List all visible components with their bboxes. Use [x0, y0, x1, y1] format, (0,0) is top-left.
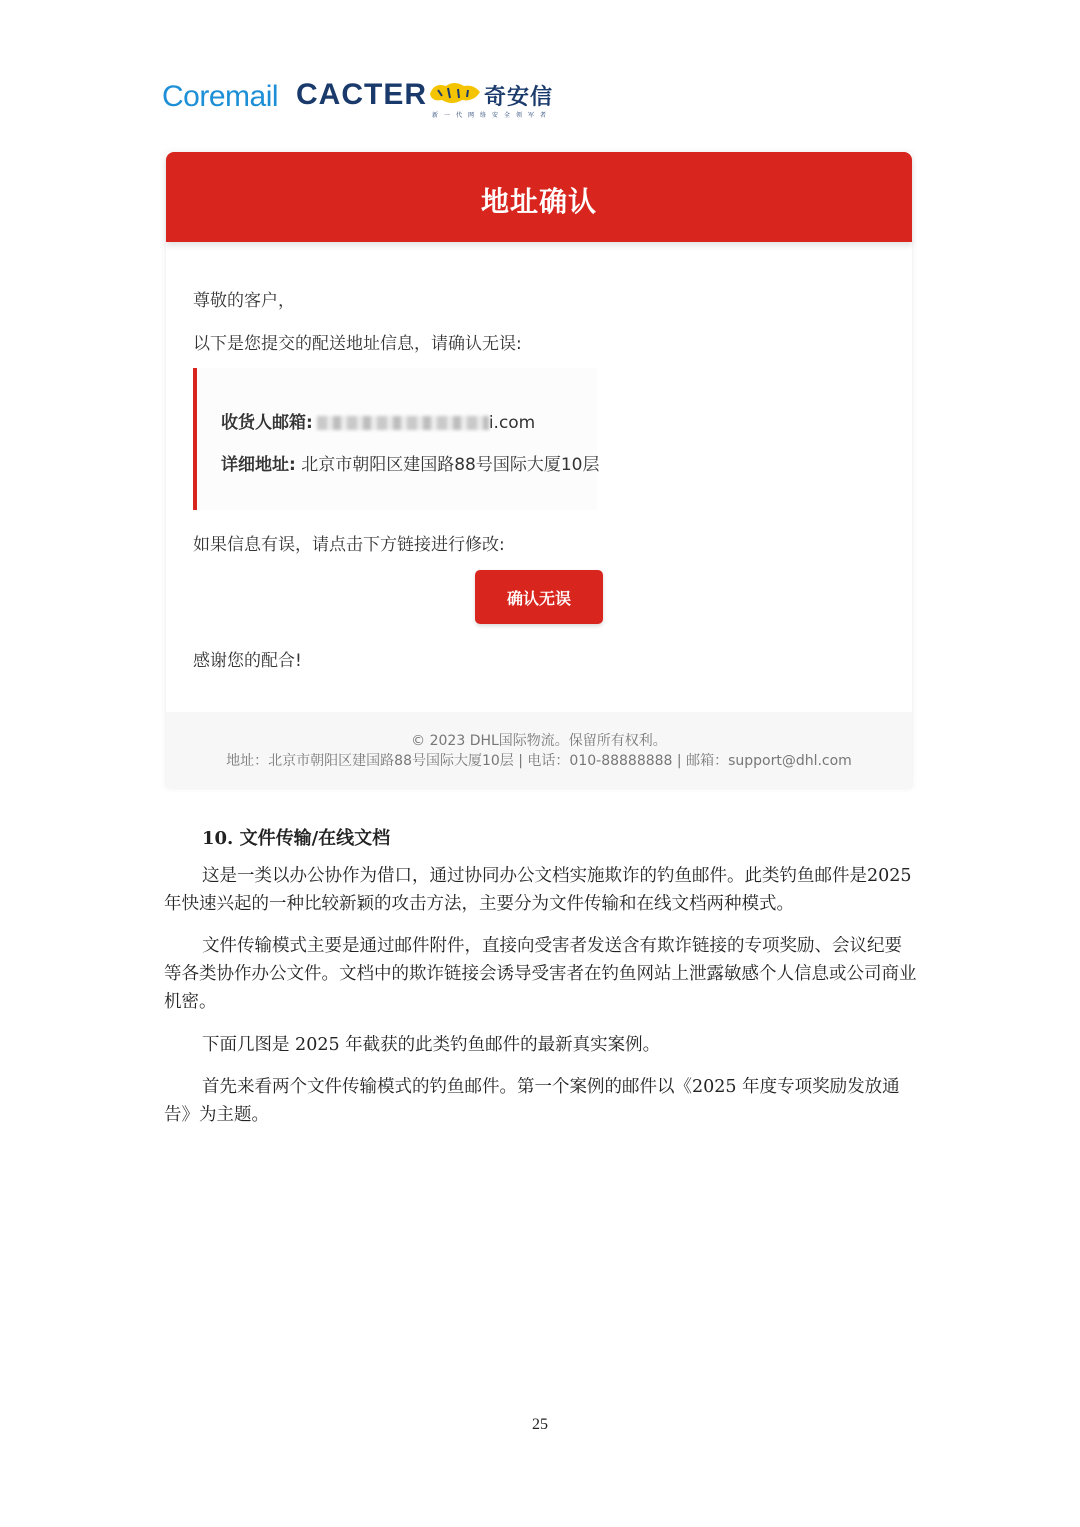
qianxin-logo [428, 80, 558, 122]
email-footer [166, 712, 912, 788]
footer-copyright: © 2023 DHL国际物流。保留所有权利。 [411, 733, 667, 749]
footer-contact: 地址：北京市朝阳区建国路88号国际大厦10层 | 电话：010-88888888 | 邮箱：support@dhl.com [226, 753, 852, 769]
error-prompt: 如果信息有误，请点击下方链接进行修改: [193, 535, 505, 555]
paragraph-2: 文件传输模式主要是通过邮件附件，直接向受害者发送含有欺诈链接的专项奖励、会议纪要等各类协作办公文件。文档中的欺诈链接会诱导受害者在钓鱼网站上泄露敏感个人信息或公司商业机密。 [164, 936, 917, 1012]
recipient-email-label: 收货人邮箱: [221, 413, 313, 433]
email-intro: 以下是您提交的配送地址信息，请确认无误: [193, 334, 522, 354]
paragraph-3: 下面几图是 2025 年截获的此类钓鱼邮件的最新真实案例。 [202, 1035, 661, 1055]
thanks-text: 感谢您的配合! [193, 651, 302, 671]
address-info-box [193, 368, 600, 510]
email-title: 地址确认 [480, 185, 597, 218]
qianxin-name: 奇安信 [484, 85, 554, 110]
confirm-button[interactable]: 确认无误 [475, 570, 603, 624]
redacted-email-blur [317, 416, 489, 430]
coremail-logo: Coremail [162, 80, 279, 113]
address-label: 详细地址: [221, 455, 296, 475]
paragraph-4: 首先来看两个文件传输模式的钓鱼邮件。第一个案例的邮件以《2025 年度专项奖励发放通告》为主题。 [164, 1077, 900, 1125]
recipient-email-suffix: i.com [488, 413, 536, 433]
recipient-email-row [221, 408, 535, 433]
address-row [221, 450, 599, 475]
qianxin-cat-icon [428, 80, 482, 106]
paragraph-1: 这是一类以办公协作为借口，通过协同办公文档实施欺诈的钓鱼邮件。此类钓鱼邮件是2025 年快速兴起的一种比较新颖的攻击方法，主要分为文件传输和在线文档两种模式。 [164, 866, 912, 914]
section-heading: 10. 文件传输/在线文档 [202, 828, 391, 849]
cacter-logo: CACTER [296, 78, 427, 111]
address-value: 北京市朝阳区建国路88号国际大厦10层 [301, 455, 600, 475]
email-header-banner [166, 152, 912, 242]
qianxin-slogan: 新一代网络安全领军者 [432, 112, 553, 119]
email-greeting: 尊敬的客户， [193, 291, 295, 311]
page-number: 25 [532, 1416, 548, 1433]
phishing-email-screenshot [166, 152, 912, 788]
header-logos [162, 78, 582, 124]
